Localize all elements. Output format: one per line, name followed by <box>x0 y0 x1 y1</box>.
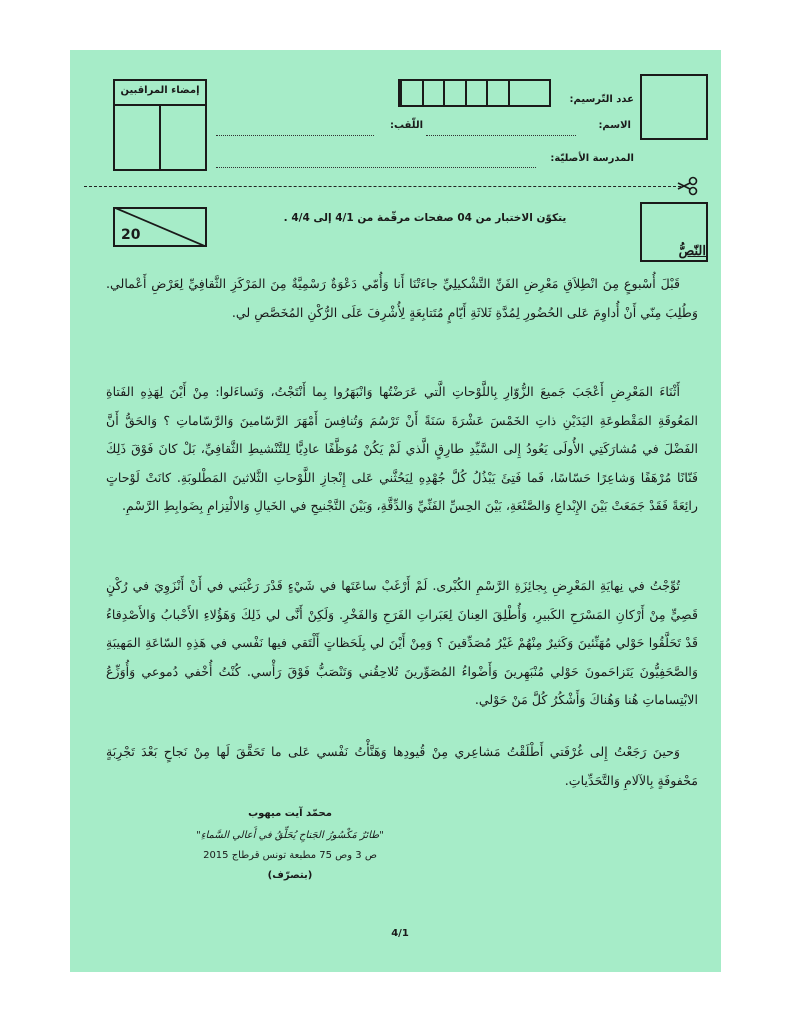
reg-digit-cell[interactable] <box>486 81 508 105</box>
cut-line <box>84 186 681 187</box>
paragraph-4: وَحينَ رَجَعْتُ إِلى غُرْفَتي أَطْلَقْتُ مَشاعِري مِنْ قُيودِها وَهَنَّأْتُ نَفْسي عَلى ما تَحَقَّقَ لَها مِنْ نَجاحٍ بَعْدَ تَجْرِبَةٍ مَحْفوفَةٍ بِالآلامِ وَالتَّحَدِّياتِ. <box>106 744 698 788</box>
paragraph-1: قَبْلَ أُسْبوعٍ مِنَ انْطِلاَقِ مَعْرِضِ الفَنِّ التَّشْكيلِيِّ جاءَتْنَا أَنا وَأُمّي دَعْوَةٌ رَسْمِيَّةٌ مِنَ المَرْكَزِ الثَّقافِيِّ لِعَرْضِ أَعْمالي. وَطُلِبَ مِنّي أَنْ أُداوِمَ عَلى الحُضُورِ لِمُدَّةِ ثَلاثَةِ أَيّامٍ مُتَتابِعَةٍ لِأُشْرِفَ عَلَى الرُّكْنِ المُخَصَّصِ لي. <box>106 276 698 320</box>
school-field[interactable] <box>216 166 536 168</box>
reg-digit-cell[interactable] <box>400 81 422 105</box>
registration-label: عدد التّرسيم: <box>569 94 634 105</box>
name-field[interactable] <box>426 134 576 136</box>
surname-field[interactable] <box>216 134 374 136</box>
pages-note: يتكوّن الاختبار من 04 صفحات مرقّمة من 4/1 إلى 4/4 . <box>283 212 567 224</box>
reg-digit-cell[interactable] <box>443 81 465 105</box>
surname-label: اللّقب: <box>389 120 423 131</box>
text-heading: النّصُّ <box>678 244 706 259</box>
paragraph-3: تُوِّجْتُ في نِهايَةِ المَعْرِضِ بِجائِزَةِ الرَّسْمِ الكُبْرى. لَمْ أَرْغَبْ ساعَتَها في شَيْءٍ قَدْرَ رَغْبَتي في أَنْ أَنْزَوِيَ في رُكْنٍ قَصِيٍّ مِنْ أَرْكانِ المَسْرَحِ الكَبيرِ، وَأُطْلِقَ العِنانَ لِعَبَراتِ الفَرَحِ وَالفَخْرِ. وَلَكِنْ أَنَّى لي ذَلِكَ وَهَؤُلاءِ الأَحْبابُ وَالأَصْدِقاءُ قَدْ تَحَلَّقُوا حَوْلي مُهَنِّئينَ وَكَثيرٌ مِنْهُمْ غَيْرُ مُصَدِّقينَ ؟ وَمِنْ أَيْنَ لي بِلَحَظاتٍ أَلْتَقي فيها نَفْسي في هَذِهِ السّاعَةِ المَهيبَةِ وَالصَّحَفِيُّونَ يَتَزاحَمونَ حَوْلي مُنْبَهِرينَ وَأَضْواءُ المُصَوِّرينَ تُلاحِقُني وَتَنْصَبُّ فَوْقَ رَأْسي. كُنْتُ أُخْفي دُموعي وَأُوَزِّعُ الابْتِساماتِ هُنا وَهُناكَ وَأَشْكُرُ كُلَّ مَنْ حَوْلي. <box>106 578 698 707</box>
reg-digit-cell[interactable] <box>422 81 444 105</box>
source-adapted: (بتصرّف) <box>267 870 313 881</box>
reg-digit-cell[interactable] <box>508 81 530 105</box>
signature-label: إمضاء المراقبين <box>120 85 200 96</box>
source-book: "طائرٌ مَكْسُورُ الجَناحِ يُحَلِّقُ في أَعالي السَّماءِ" <box>196 830 384 841</box>
page-number: 4/1 <box>391 928 409 939</box>
signature-mid-divider <box>159 104 161 169</box>
paragraph-2: أَثْنَاءَ المَعْرِضِ أَعْجَبَ جَميعَ الزُّوّارِ بِاللَّوْحاتِ الَّتي عَرَضْتُها وَانْبَهَرُوا بِما أَنْتَجْتُ، وَتَساءَلوا: مِنْ أَيْنَ لِهَذِهِ الفَتاةِ المَعُوقَةِ المَقْطوعَةِ اليَدَيْنِ ذاتِ الخَمْسَ عَشْرَةَ سَنَةً أَنْ تَرْسُمَ وَتُنافِسَ أَمْهَرَ الرَّسّامينَ وَالرَّسّاماتِ ؟ وَالحَقُّ أَنَّ الفَضْلَ في مُشارَكَتِي الأُولَى يَعُودُ إِلى السَّيِّدِ طارِقٍ الَّذي لَمْ يَكُنْ مُوَظَّفًا عادِيًّا لِلتَّنْشيطِ الثَّقافِيِّ، بَلْ كانَ فَوْقَ ذَلِكَ فَنّانًا مُرْهَفًا وَشاعِرًا حَسّاسًا، فَما فَتِئَ يَبْذُلُ كُلَّ جُهْدِهِ لِيَحُثَّني عَلى إِنْجازِ اللَّوْحاتِ الثَّلاثينَ المَطْلوبَةِ. كانَتْ لَوْحاتٍ رائِعَةً فَقَدْ جَمَعَتْ بَيْنَ الإِبْداعِ وَالصَّنْعَةِ، بَيْنَ الحِسِّ الفَنِّيِّ وَالدِّقَّةِ، وَبَيْنَ التَّجْنيحِ في الخَيالِ وَالالْتِزامِ بِضَوابِطِ الرَّسْمِ. <box>106 384 698 513</box>
scissors-icon <box>676 176 698 196</box>
source-author: محمّد آيت ميهوب <box>248 808 332 819</box>
reg-digit-cell[interactable] <box>529 81 549 105</box>
signature-box <box>113 79 207 171</box>
exam-sheet <box>70 50 721 972</box>
name-label: الاسم: <box>598 120 631 131</box>
code-box-top <box>640 74 708 140</box>
school-label: المدرسة الأصليّة: <box>550 153 634 164</box>
grade-total: 20 <box>121 227 141 243</box>
source-details: ص 3 وص 75 مطبعة تونس قرطاج 2015 <box>203 850 377 861</box>
registration-number-cells[interactable] <box>398 79 551 107</box>
reg-digit-cell[interactable] <box>465 81 487 105</box>
grade-box <box>113 207 207 247</box>
